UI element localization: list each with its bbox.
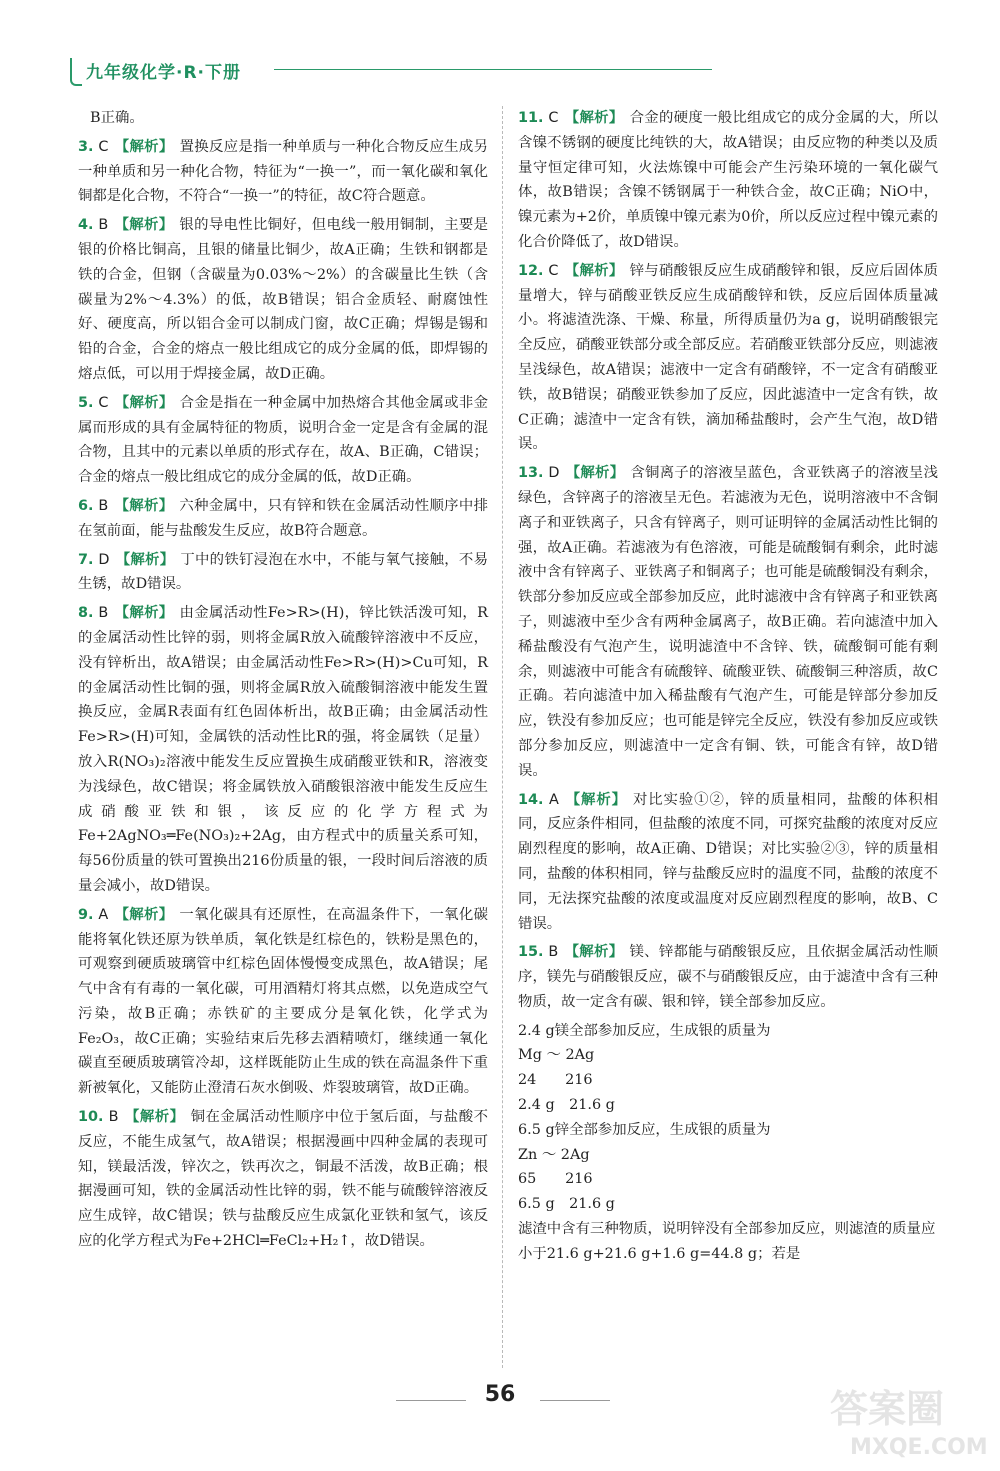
column-divider xyxy=(502,106,503,1368)
answer-item xyxy=(518,940,938,1014)
calculation-line: 2.4 g 21.6 g xyxy=(518,1097,615,1114)
answer-item xyxy=(518,259,938,457)
analysis-text: 对比实验①②，锌的质量相同，盐酸的体积相同，反应条件相同，但盐酸的浓度不同，可探究盐酸的浓度对反应剧烈程度的影响，故A正确、D错误；对比实验②③，锌的质量相同，盐酸的体积相同，锌与盐酸反应时的温度不同，盐酸的浓度不同，无法探究盐酸的浓度或温度对反应剧烈程度的影响，故B、C错误。 xyxy=(518,791,938,932)
question-number: 15. xyxy=(518,944,544,961)
question-number: 3. xyxy=(78,138,94,155)
answer-choice: B xyxy=(98,497,109,514)
answer-item xyxy=(518,788,938,937)
question-number: 12. xyxy=(518,262,544,279)
header-rule xyxy=(274,69,712,70)
answer-item xyxy=(78,601,488,899)
analysis-text: 铜在金属活动性顺序中位于氢后面，与盐酸不反应，不能生成氢气，故A错误；根据漫画中四种金属的表现可知，镁最活泼，锌次之，铁再次之，铜最不活泼，故B正确；根据漫画可知，铁的金属活动性比锌的弱，铁不能与硫酸锌溶液反应生成锌，故C错误；铁与盐酸反应生成氯化亚铁和氢气，该反应的化学方程式为Fe+2HCl═FeCl₂+H₂↑，故D错误。 xyxy=(78,1109,488,1250)
question-number: 13. xyxy=(518,465,544,482)
answer-item xyxy=(78,106,488,131)
page-header xyxy=(70,52,650,92)
analysis-tag: 【解析】 xyxy=(564,262,624,279)
calculation-line: 滤渣中含有三种物质，说明锌没有全部参加反应，则滤渣的质量应小于21.6 g+21.6 g+1.6 g=44.8 g；若是 xyxy=(518,1221,936,1262)
left-column xyxy=(78,106,488,1258)
answer-item xyxy=(518,106,938,255)
question-number: 5. xyxy=(78,394,94,411)
analysis-text: 丁中的铁钉浸泡在水中，不能与氧气接触，不易生锈，故D错误。 xyxy=(78,551,488,593)
analysis-text: 六种金属中，只有锌和铁在金属活动性顺序中排在氢前面，能与盐酸发生反应，故B符合题意。 xyxy=(78,497,488,539)
answer-choice: D xyxy=(548,465,560,482)
analysis-tag: 【解析】 xyxy=(114,217,174,234)
answer-item xyxy=(78,135,488,209)
answer-choice: B xyxy=(108,1109,119,1126)
question-number: 14. xyxy=(518,791,544,808)
answer-item xyxy=(518,461,938,783)
analysis-tag: 【解析】 xyxy=(114,138,174,155)
analysis-tag: 【解析】 xyxy=(114,906,174,923)
analysis-tag: 【解析】 xyxy=(565,465,625,482)
calculation-line: Mg ～ 2Ag xyxy=(518,1047,595,1064)
analysis-text: 由金属活动性Fe>R>(H)，锌比铁活泼可知，R的金属活动性比锌的弱，则将金属R放入硫酸锌溶液中不反应，没有锌析出，故A错误；由金属活动性Fe>R>(H)>Cu可知，R的金属活动性比铜的强，则将金属R放入硫酸铜溶液中能发生置换反应，金属R表面有红色固体析出，故B正确；由金属活动性Fe>R>(H)可知，金属铁的活动性比R的强，将金属铁（足量）放入R(NO₃)₂溶液中能发生反应置换生成硝酸亚铁和R，溶液变为浅绿色，故C错误；将金属铁放入硝酸银溶液中能发生反应生成硝酸亚铁和银，该反应的化学方程式为Fe+2AgNO₃═Fe(NO₃)₂+2Ag，由方程式中的质量关系可知，每56份质量的铁可置换出216份质量的银，一段时间后溶液的质量会减小，故D错误。 xyxy=(78,605,488,894)
answer-choice: A xyxy=(548,791,559,808)
answer-item xyxy=(78,903,488,1101)
calculation-line: Zn ～ 2Ag xyxy=(518,1146,590,1163)
watermark-logo-icon xyxy=(820,1380,990,1460)
calculation-line: 24 216 xyxy=(518,1072,593,1089)
analysis-text: B正确。 xyxy=(90,110,144,126)
watermark-domain: MXQE.COM xyxy=(850,1435,988,1460)
analysis-text: 一氧化碳具有还原性，在高温条件下，一氧化碳能将氧化铁还原为铁单质，氧化铁是红棕色的，铁粉是黑色的，可观察到硬质玻璃管中红棕色固体慢慢变成黑色，故A错误；尾气中含有有毒的一氧化碳，可用酒精灯将其点燃，以免造成空气污染，故B正确；赤铁矿的主要成分是氧化铁，化学式为Fe₂O₃，故C正确；实验结束后先移去酒精喷灯，继续通一氧化碳直至硬质玻璃管冷却，这样既能防止生成的铁在高温条件下重新被氧化，又能防止澄清石灰水倒吸、炸裂玻璃管，故D正确。 xyxy=(78,906,488,1097)
analysis-text: 合金的硬度一般比组成它的成分金属的大，所以含镍不锈钢的硬度比纯铁的大，故A错误；由反应物的种类以及质量守恒定律可知，火法炼镍中可能会产生污染环境的一氧化碳气体，故B错误；含镍不锈钢属于一种铁合金，故C正确；NiO中，镍元素为+2价，单质镍中镍元素为0价，所以反应过程中镍元素的化合价降低了，故D错误。 xyxy=(518,110,938,250)
analysis-tag: 【解析】 xyxy=(114,605,174,622)
answer-item xyxy=(78,1105,488,1254)
answer-choice: B xyxy=(548,944,559,961)
page-number: 56 xyxy=(484,1382,516,1407)
answer-item xyxy=(78,548,488,598)
answer-choice: C xyxy=(548,110,559,126)
analysis-text: 含铜离子的溶液呈蓝色，含亚铁离子的溶液呈浅绿色，含锌离子的溶液呈无色。若滤液为无色，说明溶液中不含铜离子和亚铁离子，只含有锌离子，则可证明锌的金属活动性比铜的强，故A正确。若滤液为有色溶液，可能是硫酸铜有剩余，此时滤液中含有锌离子、亚铁离子和铜离子；也可能是硫酸铜没有剩余，铁部分参加反应或全部参加反应，此时滤液中含有锌离子和亚铁离子，则滤液中至少含有两种金属离子，故B正确。若向滤渣中加入稀盐酸没有气泡产生，说明滤渣中不含锌、铁，硫酸铜可能有剩余，则滤液中可能含有硫酸锌、硫酸亚铁、硫酸铜三种溶质，故C正确。若向滤渣中加入稀盐酸有气泡产生，可能是锌部分参加反应，铁没有参加反应；也可能是锌完全反应，铁没有参加反应或铁部分参加反应，则滤渣中一定含有铜、铁，可能含有锌，故D错误。 xyxy=(518,465,938,779)
analysis-tag: 【解析】 xyxy=(564,944,624,961)
analysis-tag: 【解析】 xyxy=(114,394,174,411)
question-number: 7. xyxy=(78,551,94,568)
answer-choice: C xyxy=(98,138,109,155)
question-number: 6. xyxy=(78,497,94,514)
analysis-tag: 【解析】 xyxy=(564,791,627,808)
answer-choice: B xyxy=(98,217,109,234)
question-number: 4. xyxy=(78,217,94,234)
analysis-text: 置换反应是指一种单质与一种化合物反应生成另一种单质和另一种化合物，特征为“一换一”，而一氧化碳和氧化铜都是化合物，不符合“一换一”的特征，故C符合题意。 xyxy=(78,138,488,205)
footer-rule-left xyxy=(396,1400,466,1401)
calculation-line: 65 216 xyxy=(518,1171,593,1188)
calculation-line: 2.4 g镁全部参加反应，生成银的质量为 xyxy=(518,1022,771,1039)
right-column xyxy=(518,106,938,1267)
analysis-text: 锌与硝酸银反应生成硝酸锌和银，反应后固体质量增大，锌与硝酸亚铁反应生成硝酸锌和铁，反应后固体质量减小。将滤渣洗涤、干燥、称量，所得质量仍为a g，说明硝酸银完全反应，硝酸亚铁部分或全部反应。若硝酸亚铁部分反应，则滤液呈浅绿色，故A错误；滤液中一定含有硝酸锌，不一定含有硝酸亚铁，故B错误；硝酸亚铁参加了反应，因此滤渣中一定含有铁，故C正确；滤渣中一定含有铁，滴加稀盐酸时，会产生气泡，故D错误。 xyxy=(518,262,938,453)
analysis-tag: 【解析】 xyxy=(114,497,174,514)
answer-item xyxy=(78,391,488,490)
answer-choice: D xyxy=(98,551,110,568)
question-number: 10. xyxy=(78,1109,104,1126)
analysis-text: 银的导电性比铜好，但电线一般用铜制，主要是银的价格比铜高，且银的储量比铜少，故A正确；生铁和钢都是铁的合金，但钢（含碳量为0.03%～2%）的含碳量比生铁（含碳量为2%～4.3%）的低，故B错误；铝合金质轻、耐腐蚀性好、硬度高，所以铝合金可以制成门窗，故C正确；焊锡是锡和铅的合金，合金的熔点一般比组成它的成分金属的低，即焊锡的熔点低，可以用于焊接金属，故D正确。 xyxy=(78,217,488,382)
analysis-tag: 【解析】 xyxy=(115,551,175,568)
analysis-tag: 【解析】 xyxy=(564,110,624,126)
analysis-text: 镁、锌都能与硝酸银反应，且依据金属活动性顺序，镁先与硝酸银反应，碳不与硝酸银反应，由于滤渣中含有三种物质，故一定含有碳、银和锌，镁全部参加反应。 xyxy=(518,944,938,1010)
analysis-text: 合金是指在一种金属中加热熔合其他金属或非金属而形成的具有金属特征的物质，说明合金一定是含有金属的混合物，且其中的元素以单质的形式存在，故A、B正确，C错误；合金的熔点一般比组成它的成分金属的低，故D正确。 xyxy=(78,394,488,486)
analysis-tag: 【解析】 xyxy=(124,1109,185,1126)
answer-item xyxy=(78,494,488,544)
question-number: 8. xyxy=(78,605,94,622)
answer-choice: B xyxy=(98,605,109,622)
watermark-text: 答案圈 xyxy=(830,1387,945,1431)
answer-choice: C xyxy=(98,394,109,411)
question-number: 11. xyxy=(518,110,544,126)
answer-choice: A xyxy=(98,906,109,923)
footer-rule-right xyxy=(540,1400,610,1401)
answer-choice: C xyxy=(548,262,559,279)
calculation-line: 6.5 g 21.6 g xyxy=(518,1196,615,1213)
question-number: 9. xyxy=(78,906,94,923)
header-bracket-icon xyxy=(70,58,82,86)
answer-item xyxy=(78,213,488,387)
calculation-line: 6.5 g锌全部参加反应，生成银的质量为 xyxy=(518,1121,771,1138)
book-title: 九年级化学·R·下册 xyxy=(86,63,242,83)
